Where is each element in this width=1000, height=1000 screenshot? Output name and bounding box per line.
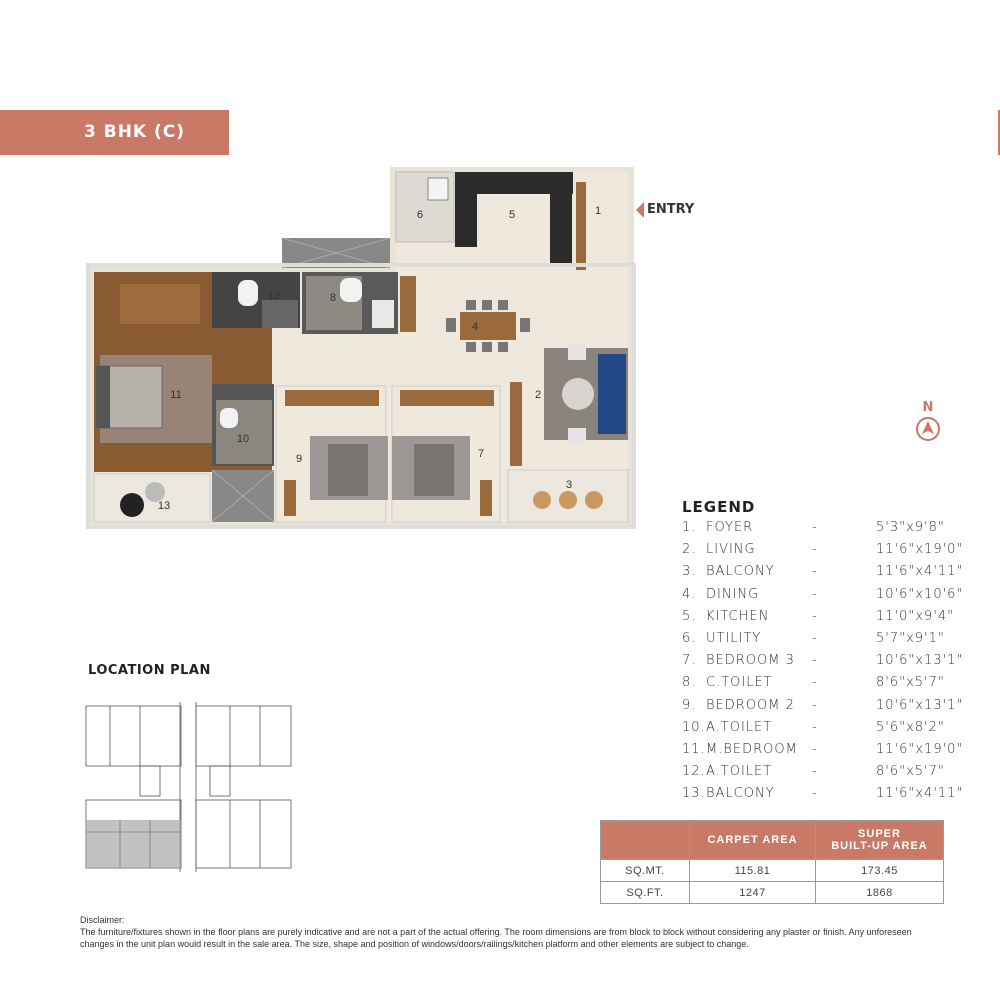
legend-dash: -	[812, 697, 818, 713]
carpet-area-value: 1247	[690, 882, 816, 904]
room-number-label: 5	[508, 209, 516, 221]
list-item	[682, 609, 972, 631]
list-item	[682, 742, 972, 764]
room-number-label: 11	[170, 389, 182, 401]
north-arrow-icon	[914, 415, 942, 443]
disclaimer-title: Disclaimer:	[80, 915, 125, 925]
legend-room-name: BEDROOM 3	[706, 653, 795, 669]
legend-number: 4.	[682, 586, 697, 602]
legend-room-name: A.TOILET	[706, 719, 773, 735]
legend-room-name: UTILITY	[706, 630, 762, 646]
north-label: N	[922, 400, 934, 415]
super-area-value: 1868	[816, 882, 944, 904]
legend-dash: -	[812, 564, 818, 580]
legend-dash: -	[812, 586, 818, 602]
legend-dimension: 11'6"x4'11"	[876, 564, 964, 580]
legend-number: 10.	[682, 719, 706, 735]
legend-room-name: C.TOILET	[706, 675, 773, 691]
list-item	[682, 542, 972, 564]
legend-room-name: FOYER	[706, 520, 754, 535]
legend-room-name: A.TOILET	[706, 764, 773, 780]
list-item	[682, 520, 972, 542]
table-row	[601, 882, 944, 904]
room-number-label: 3	[565, 479, 573, 491]
table-row	[601, 860, 944, 882]
area-table-header-carpet: CARPET AREA	[690, 821, 816, 860]
super-area-value: 173.45	[816, 860, 944, 882]
legend-dash: -	[812, 630, 818, 646]
legend-dash: -	[812, 764, 818, 780]
legend-number: 7.	[682, 653, 697, 669]
list-item	[682, 564, 972, 586]
north-indicator	[914, 400, 942, 448]
legend-number: 9.	[682, 697, 697, 713]
legend-dash: -	[812, 653, 818, 669]
legend-dash: -	[812, 520, 818, 535]
list-item	[682, 653, 972, 675]
legend-number: 6.	[682, 630, 697, 646]
legend-number: 8.	[682, 675, 697, 691]
legend-dimension: 10'6"x13'1"	[876, 653, 964, 669]
room-number-label: 4	[471, 321, 479, 333]
list-item	[682, 786, 972, 808]
legend-number: 1.	[682, 520, 697, 535]
list-item	[682, 720, 972, 742]
area-unit: SQ.FT.	[601, 882, 690, 904]
room-number-label: 10	[236, 433, 250, 445]
legend-dash: -	[812, 542, 818, 558]
list-item	[682, 587, 972, 609]
legend-room-name: LIVING	[706, 542, 756, 558]
location-plan-drawing	[80, 702, 295, 872]
area-table-header-blank	[601, 821, 690, 860]
legend-room-name: DINING	[706, 586, 760, 602]
entry-arrow	[636, 202, 644, 218]
list-item	[682, 698, 972, 720]
legend-number: 11.	[682, 741, 706, 757]
legend-room-name: BALCONY	[706, 786, 775, 802]
area-unit: SQ.MT.	[601, 860, 690, 882]
legend-room-name: KITCHEN	[706, 608, 770, 624]
legend-dimension: 5'6"x8'2"	[876, 719, 945, 735]
legend-number: 13.	[682, 786, 706, 802]
area-table	[600, 820, 944, 904]
legend-dimension: 8'6"x5'7"	[876, 764, 945, 780]
legend-room-name: BEDROOM 2	[706, 697, 795, 713]
legend-dimension: 5'3"x9'8"	[876, 520, 945, 535]
room-number-label: 1	[594, 205, 602, 217]
legend-number: 2.	[682, 542, 697, 558]
unit-type-title: 3 BHK (C)	[84, 122, 186, 142]
legend-dimension: 11'6"x19'0"	[876, 542, 964, 558]
legend-number: 3.	[682, 564, 697, 580]
legend-dimension: 11'6"x4'11"	[876, 786, 964, 802]
legend-dash: -	[812, 786, 818, 802]
list-item	[682, 675, 972, 697]
room-number-label: 7	[477, 448, 485, 460]
room-number-label: 8	[329, 292, 337, 304]
room-number-label: 13	[157, 500, 171, 512]
legend-dimension: 5'7"x9'1"	[876, 630, 945, 646]
legend-dimension: 10'6"x10'6"	[876, 586, 964, 602]
area-table-header-super: SUPER BUILT-UP AREA	[816, 821, 944, 860]
room-number-label: 6	[416, 209, 424, 221]
disclaimer-text: The furniture/fixtures shown in the floor plans are purely indicative and are not a part of the actual offering. The room dimensions are from block to block without considering any plaster or finish. Any unforeseen changes in the unit plan would result in the sale area. The size, shape and position of windows/doors/railings/kitchen platform and other elements are subject to change.	[80, 927, 912, 949]
disclaimer	[80, 914, 948, 950]
legend-number: 12.	[682, 764, 706, 780]
legend-number: 5.	[682, 608, 697, 624]
legend-dash: -	[812, 608, 818, 624]
legend-dimension: 10'6"x13'1"	[876, 697, 964, 713]
legend-list	[682, 520, 972, 808]
legend-dimension: 8'6"x5'7"	[876, 675, 945, 691]
room-number-label: 9	[295, 453, 303, 465]
legend-title: LEGEND	[682, 498, 756, 516]
legend-dimension: 11'0"x9'4"	[876, 608, 955, 624]
legend-dash: -	[812, 719, 818, 735]
legend-dash: -	[812, 675, 818, 691]
location-plan-title: LOCATION PLAN	[88, 663, 211, 678]
room-number-label: 12	[267, 290, 281, 302]
list-item	[682, 764, 972, 786]
list-item	[682, 631, 972, 653]
entry-label: ENTRY	[647, 202, 695, 217]
room-number-label: 2	[534, 389, 542, 401]
legend-room-name: BALCONY	[706, 564, 775, 580]
legend-dash: -	[812, 741, 818, 757]
legend-dimension: 11'6"x19'0"	[876, 741, 964, 757]
legend-room-name: M.BEDROOM	[706, 741, 798, 757]
carpet-area-value: 115.81	[690, 860, 816, 882]
